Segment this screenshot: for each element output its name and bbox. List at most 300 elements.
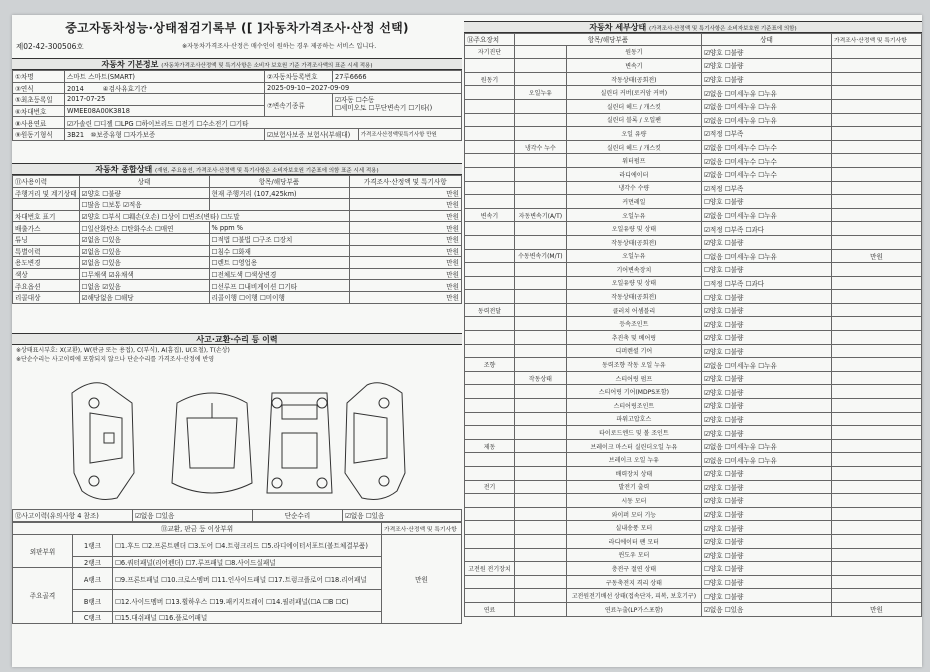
detail-sub: 수동변속기(M/T) <box>515 249 567 263</box>
detail-item: 작동상태(공회전) <box>566 235 701 249</box>
table-row <box>465 453 922 467</box>
detail-state: ☐양호 ☐불량 <box>702 562 832 576</box>
detail-state: ☐양호 ☐불량 <box>702 589 832 603</box>
detail-unit <box>832 222 922 236</box>
detail-sub <box>515 480 567 494</box>
detail-unit <box>832 303 922 317</box>
col-header: 항목/해당부품 <box>209 176 349 188</box>
doc-note: ※자동차가격조사·산정은 매수인이 원하는 경우 제공하는 서비스 입니다. <box>182 43 377 50</box>
table-row <box>465 534 922 548</box>
detail-item: 구동축전지 격리 상태 <box>566 575 701 589</box>
detail-sub <box>515 317 567 331</box>
table-row <box>465 589 922 603</box>
detail-sys <box>465 589 515 603</box>
detail-sys: 제동 <box>465 439 515 453</box>
detail-sys <box>465 548 515 562</box>
detail-state: ☑없음 ☐미세누유 ☐누유 <box>702 453 832 467</box>
table-row: B랭크 ☐12.사이드멤버 ☐13.휠하우스 ☐19.패키지트레이 ☐14.필러패널(☐A ☐B ☐C) <box>13 590 462 612</box>
detail-sys <box>465 494 515 508</box>
detail-sys: 고전원 전기장치 <box>465 562 515 576</box>
col-header: 상태 <box>702 34 832 46</box>
detail-sub <box>515 589 567 603</box>
detail-sub <box>515 575 567 589</box>
table-row: ☐많음 ☐보통 ☑적음 만원 <box>13 199 462 211</box>
car-name: 스마트 스마트(SMART) <box>65 71 265 83</box>
car-diagram <box>62 373 422 505</box>
trans-options: ☑자동 ☐수동 ☐세미오토 ☐무단변속기 ☐기타() <box>333 94 462 117</box>
detail-unit <box>832 589 922 603</box>
detail-sub <box>515 290 567 304</box>
detail-item: 충전구 절연 상태 <box>566 562 701 576</box>
status-header: 자동차 종합상태 (재원, 주요옵션, 가격조사·산정액 및 특기사항은 소비자보호원 기준표에 의함 표준 시세 적용) <box>12 163 462 175</box>
engine-warranty: 3B21 ⑩보증유형 ☐자가보증 <box>65 128 265 140</box>
detail-unit <box>832 467 922 481</box>
detail-state: ☑양호 ☐불량 <box>702 385 832 399</box>
detail-item: 실린더 헤드 / 개스킷 <box>566 140 701 154</box>
detail-state: ☑양호 ☐불량 <box>702 480 832 494</box>
table-row <box>465 507 922 521</box>
detail-state: ☑양호 ☐불량 <box>702 521 832 535</box>
car-top-left <box>172 393 252 493</box>
table-row <box>465 140 922 154</box>
detail-sub <box>515 344 567 358</box>
detail-sub <box>515 331 567 345</box>
detail-sys <box>465 249 515 263</box>
detail-unit <box>832 562 922 576</box>
table-row <box>465 181 922 195</box>
detail-unit <box>832 385 922 399</box>
detail-state: ☑양호 ☐불량 <box>702 59 832 73</box>
detail-sys <box>465 99 515 113</box>
detail-state: ☐양호 ☐불량 <box>702 195 832 209</box>
detail-item: 워터펌프 <box>566 154 701 168</box>
detail-unit <box>832 399 922 413</box>
detail-state: ☐없음 ☐미세누유 ☐누유 <box>702 249 832 263</box>
detail-sub <box>515 263 567 277</box>
table-row <box>465 127 922 141</box>
table-row <box>465 208 922 222</box>
table-row <box>465 575 922 589</box>
detail-unit <box>832 167 922 181</box>
detail-item: 와이퍼 모터 기능 <box>566 507 701 521</box>
detail-sub: 오일누유 <box>515 86 567 100</box>
detail-sys <box>465 276 515 290</box>
table-row <box>465 562 922 576</box>
detail-unit <box>832 412 922 426</box>
table-row <box>465 467 922 481</box>
detail-unit <box>832 181 922 195</box>
detail-item: 동력조향 작동 오일 누유 <box>566 358 701 372</box>
table-row: 용도변경 ☑없음 ☐있음 ☐렌트 ☐영업용 만원 <box>13 257 462 269</box>
accident-label: ⑫사고이력(유의사항 4 참조) <box>13 510 133 522</box>
detail-sub <box>515 235 567 249</box>
col-header: 가격조사·산정액 및 특기사항 <box>349 176 461 188</box>
label: ⑤최초등록일 <box>13 94 65 106</box>
detail-sys <box>465 235 515 249</box>
detail-sys: 조향 <box>465 358 515 372</box>
detail-sub <box>515 453 567 467</box>
label: ①차명 <box>13 71 65 83</box>
table-row <box>465 113 922 127</box>
year-cell: 2014 ④검사유효기간 <box>65 82 265 94</box>
detail-unit <box>832 317 922 331</box>
table-row <box>465 86 922 100</box>
detail-unit <box>832 344 922 358</box>
table-row <box>465 371 922 385</box>
detail-sub: 자동변속기(A/T) <box>515 208 567 222</box>
detail-state: ☑없음 ☐미세누수 ☐누수 <box>702 140 832 154</box>
detail-item: 원동기 <box>566 45 701 59</box>
detail-item: 실린더 헤드 / 개스킷 <box>566 99 701 113</box>
detail-state: ☑양호 ☐불량 <box>702 235 832 249</box>
detail-sys <box>465 290 515 304</box>
detail-unit <box>832 45 922 59</box>
detail-unit <box>832 439 922 453</box>
detail-state: ☑적정 ☐부족 <box>702 181 832 195</box>
detail-unit <box>832 113 922 127</box>
detail-sys: 변속기 <box>465 208 515 222</box>
detail-sub: 작동상태 <box>515 371 567 385</box>
detail-item: 오일 유량 <box>566 127 701 141</box>
detail-item: 파워고압호스 <box>566 412 701 426</box>
detail-sys <box>465 222 515 236</box>
detail-unit <box>832 154 922 168</box>
table-row: 색상 ☐무채색 ☑유채색 ☐전체도색 ☐색상변경 만원 <box>13 268 462 280</box>
table-row <box>465 154 922 168</box>
detail-sub <box>515 399 567 413</box>
table-row <box>465 276 922 290</box>
detail-sys: 원동기 <box>465 72 515 86</box>
detail-sys <box>465 371 515 385</box>
table-row <box>465 426 922 440</box>
detail-item: 스티어링 펌프 <box>566 371 701 385</box>
table-row <box>465 249 922 263</box>
detail-item: 배력장치 상태 <box>566 467 701 481</box>
detail-unit <box>832 331 922 345</box>
form-title: 중고자동차성능·상태점검기록부 ([ ]자동차가격조사·산정 선택) <box>65 21 409 35</box>
detail-sub: 냉각수 누수 <box>515 140 567 154</box>
simple-repair-options: ☑없음 ☐있음 <box>343 510 462 522</box>
table-row <box>465 602 922 616</box>
detail-state: ☑양호 ☐불량 <box>702 494 832 508</box>
table-row: 주요옵션 ☐없음 ☑있음 ☐선루프 ☐내비게이션 ☐기타 만원 <box>13 280 462 292</box>
detail-item: 디퍼렌셜 기어 <box>566 344 701 358</box>
table-row <box>465 548 922 562</box>
detail-item: 커먼레일 <box>566 195 701 209</box>
detail-sub <box>515 412 567 426</box>
exchange-header: ⑬교환, 판금 등 이상부위 <box>13 523 382 535</box>
detail-unit <box>832 371 922 385</box>
table-row: 배출가스 ☐일산화탄소 ☐탄화수소 ☐매연 % ppm % 만원 <box>13 222 462 234</box>
col-header: 가격조사·산정액 및 특기사항 <box>832 34 922 46</box>
detail-item: 작동상태(공회전) <box>566 290 701 304</box>
label: ②자동차등록번호 <box>265 71 333 83</box>
detail-sys <box>465 412 515 426</box>
detail-sub <box>515 167 567 181</box>
detail-unit <box>832 534 922 548</box>
detail-sys: 동력전달 <box>465 303 515 317</box>
table-row <box>465 45 922 59</box>
vin: WMEE08A00K3818 <box>65 105 265 117</box>
basic-info-table <box>12 70 462 141</box>
car-side-left <box>72 383 134 500</box>
warranty-insurer: ☑보험사보증 보험사(부해대) <box>265 128 359 140</box>
table-row <box>465 480 922 494</box>
detail-table <box>464 33 922 617</box>
detail-item: 연료누출(LP가스포함) <box>566 602 701 616</box>
detail-sub <box>515 602 567 616</box>
detail-unit <box>832 86 922 100</box>
detail-item: 등속조인트 <box>566 317 701 331</box>
detail-sub <box>515 45 567 59</box>
detail-sys: 자기진단 <box>465 45 515 59</box>
detail-sys <box>465 534 515 548</box>
detail-item: 변속기 <box>566 59 701 73</box>
detail-sys <box>465 575 515 589</box>
label: ⑦변속기종류 <box>265 94 333 117</box>
car-frame <box>267 393 332 493</box>
detail-state: ☑양호 ☐불량 <box>702 534 832 548</box>
detail-item: 실린더 커버(로커암 커버) <box>566 86 701 100</box>
detail-sys <box>465 426 515 440</box>
detail-sub <box>515 548 567 562</box>
detail-item: 브레이크 오일 누유 <box>566 453 701 467</box>
table-row <box>465 99 922 113</box>
detail-state: ☑없음 ☐미세누유 ☐누유 <box>702 113 832 127</box>
detail-state: ☑없음 ☐미세누유 ☐누유 <box>702 99 832 113</box>
detail-state: ☑양호 ☐불량 <box>702 412 832 426</box>
detail-sys <box>465 59 515 73</box>
detail-item: 윈도우 모터 <box>566 548 701 562</box>
table-row <box>465 399 922 413</box>
detail-item: 오일누유 <box>566 249 701 263</box>
table-row: 특별이력 ☑없음 ☐있음 ☐침수 ☐화재 만원 <box>13 245 462 257</box>
table-row <box>465 303 922 317</box>
detail-sys <box>465 195 515 209</box>
detail-sub <box>515 99 567 113</box>
table-row <box>465 439 922 453</box>
detail-item: 스티어링조인트 <box>566 399 701 413</box>
detail-unit <box>832 72 922 86</box>
detail-state: ☑양호 ☐불량 <box>702 344 832 358</box>
detail-sub <box>515 562 567 576</box>
table-row: 튜닝 ☑없음 ☐있음 ☐적법 ☐불법 ☐구조 ☐장치 만원 <box>13 233 462 245</box>
detail-state: ☐적정 ☐부족 ☐과다 <box>702 276 832 290</box>
table-row: 차대번호 표기 ☑양호 ☐부식 ☐훼손(오손) ☐상이 ☐변조(변타) ☐도말 만원 <box>13 210 462 222</box>
detail-sys <box>465 331 515 345</box>
detail-state: ☑없음 ☐미세누유 ☐누유 <box>702 86 832 100</box>
detail-sub <box>515 534 567 548</box>
accident-options: ☑없음 ☐있음 <box>133 510 253 522</box>
detail-sub <box>515 426 567 440</box>
detail-item: 냉각수 수량 <box>566 181 701 195</box>
detail-sub <box>515 154 567 168</box>
detail-sys <box>465 467 515 481</box>
exchange-table <box>12 522 462 624</box>
detail-item: 발전기 출력 <box>566 480 701 494</box>
table-row <box>465 59 922 73</box>
detail-unit <box>832 235 922 249</box>
detail-unit: 만원 <box>832 249 922 263</box>
col-header: 상태 <box>79 176 209 188</box>
detail-unit <box>832 140 922 154</box>
detail-item: 실내송풍 모터 <box>566 521 701 535</box>
detail-unit <box>832 208 922 222</box>
label: ⑥차대번호 <box>13 105 65 117</box>
detail-unit <box>832 59 922 73</box>
detail-item: 타이로드엔드 및 볼 조인트 <box>566 426 701 440</box>
table-row <box>465 412 922 426</box>
detail-sub <box>515 521 567 535</box>
detail-sub <box>515 507 567 521</box>
detail-unit <box>832 127 922 141</box>
detail-state: ☑양호 ☐불량 <box>702 399 832 413</box>
detail-sys <box>465 167 515 181</box>
detail-unit <box>832 548 922 562</box>
detail-sys: 전기 <box>465 480 515 494</box>
detail-sub <box>515 303 567 317</box>
detail-sys <box>465 399 515 413</box>
table-row <box>465 290 922 304</box>
accident-note-1: ※상태표시부호: X(교환), W(판금 또는 용접), C(부식), A(흠집), U(요철), T(손상) <box>16 347 230 354</box>
col-header: ⑭주요장치 <box>465 34 515 46</box>
table-row <box>465 263 922 277</box>
detail-sys <box>465 507 515 521</box>
detail-sys <box>465 140 515 154</box>
detail-state: ☑없음 ☐미세누수 ☐누수 <box>702 154 832 168</box>
detail-item: 작동상태(공회전) <box>566 72 701 86</box>
inspection-record-form <box>12 15 922 667</box>
detail-state: ☑없음 ☐미세누수 ☐누수 <box>702 167 832 181</box>
table-row <box>465 195 922 209</box>
table-row <box>465 317 922 331</box>
detail-item: 추진축 및 베어링 <box>566 331 701 345</box>
accident-note-2: ※단순수리는 사고이력에 포함되지 않으나 단순수리를 가격조사·산정에 반영 <box>16 356 215 363</box>
table-row <box>465 521 922 535</box>
detail-sub <box>515 181 567 195</box>
detail-unit <box>832 507 922 521</box>
price-cell: 가격조사산정액및특기사항 만원 <box>358 128 461 140</box>
detail-state: ☑없음 ☐미세누유 ☐누유 <box>702 208 832 222</box>
exchange-price-header: 가격조사·산정액 및 특기사항 <box>382 523 462 535</box>
detail-sys: 연료 <box>465 602 515 616</box>
doc-number: 제02-42-300506호 <box>16 42 84 51</box>
table-row <box>465 167 922 181</box>
detail-unit: 만원 <box>832 602 922 616</box>
table-row: 주요골격 A랭크 ☐9.프론트패널 ☐10.크로스멤버 ☐11.인사이드패널 ☐17.트렁크플로어 ☐18.리어패널 <box>13 568 462 590</box>
detail-item: 시동 모터 <box>566 494 701 508</box>
basic-info-header: 자동차 기본정보 (자동차가격조사산정액 및 특기사항은 소비자 보호원 기준 가격조사액의 표준 시세 적용) <box>12 58 462 70</box>
detail-unit <box>832 195 922 209</box>
label: ⑧사용연료 <box>13 117 65 129</box>
detail-unit <box>832 358 922 372</box>
detail-state: ☑없음 ☐있음 <box>702 602 832 616</box>
detail-unit <box>832 290 922 304</box>
reg-number: 27루6666 <box>333 71 462 83</box>
table-row <box>465 385 922 399</box>
col-header: ⑪사용이력 <box>13 176 80 188</box>
table-row: 2랭크 ☐6.쿼터패널(리어펜더) ☐7.루프패널 ☐8.사이드실패널 <box>13 556 462 568</box>
detail-item: 브레이크 마스터 실린더오일 누유 <box>566 439 701 453</box>
table-row <box>465 358 922 372</box>
detail-sub <box>515 276 567 290</box>
status-table <box>12 175 462 304</box>
detail-sys <box>465 344 515 358</box>
detail-state: ☑없음 ☐미세누유 ☐누유 <box>702 439 832 453</box>
detail-state: ☑양호 ☐불량 <box>702 317 832 331</box>
detail-sys <box>465 113 515 127</box>
col-header: 항목/해당부품 <box>515 34 702 46</box>
table-row: 주행거리 및 계기상태 ☑양호 ☐불량 현재 주행거리 (107,425km) 만원 <box>13 187 462 199</box>
accident-table <box>12 509 462 522</box>
detail-sub <box>515 358 567 372</box>
detail-state: ☑적정 ☐부족 ☐과다 <box>702 222 832 236</box>
detail-sys <box>465 127 515 141</box>
detail-sys <box>465 86 515 100</box>
detail-sub <box>515 385 567 399</box>
detail-state: ☑양호 ☐불량 <box>702 507 832 521</box>
detail-unit <box>832 494 922 508</box>
detail-unit <box>832 480 922 494</box>
detail-sub <box>515 195 567 209</box>
detail-sys <box>465 385 515 399</box>
detail-sub <box>515 222 567 236</box>
detail-unit <box>832 276 922 290</box>
detail-state: ☑적정 ☐부족 <box>702 127 832 141</box>
table-row: 외판부위 1랭크 ☐1.후드 ☐2.프론트펜더 ☐3.도어 ☐4.트렁크리드 ☐5.라디에이터서포트(볼트체결부품) 만원 <box>13 534 462 556</box>
detail-sys <box>465 154 515 168</box>
detail-state: ☑양호 ☐불량 <box>702 45 832 59</box>
table-row <box>465 494 922 508</box>
detail-sub <box>515 439 567 453</box>
table-row <box>465 235 922 249</box>
table-row: 리콜대상 ☑해당없음 ☐해당 리콜이행 ☐이행 ☐미이행 만원 <box>13 291 462 303</box>
detail-sub <box>515 113 567 127</box>
table-row <box>465 222 922 236</box>
detail-sub <box>515 127 567 141</box>
detail-sys <box>465 521 515 535</box>
detail-unit <box>832 575 922 589</box>
detail-state: ☑양호 ☐불량 <box>702 331 832 345</box>
detail-state: ☑양호 ☐불량 <box>702 467 832 481</box>
car-side-right <box>345 383 405 500</box>
table-row <box>465 72 922 86</box>
detail-item: 라디에이터 <box>566 167 701 181</box>
first-reg-date: 2017-07-25 <box>65 94 265 106</box>
detail-sub <box>515 72 567 86</box>
table-row <box>465 344 922 358</box>
label: ③연식 <box>13 82 65 94</box>
detail-sub <box>515 494 567 508</box>
detail-item: 실린더 블록 / 오일팬 <box>566 113 701 127</box>
detail-state: ☑양호 ☐불량 <box>702 548 832 562</box>
detail-sub <box>515 59 567 73</box>
detail-state: ☑양호 ☐불량 <box>702 426 832 440</box>
detail-state: ☑없음 ☐미세누유 ☐누유 <box>702 358 832 372</box>
detail-item: 클러치 어셈블리 <box>566 303 701 317</box>
detail-item: 스티어링 기어(MDPS포함) <box>566 385 701 399</box>
detail-item: 기어변속장치 <box>566 263 701 277</box>
detail-state: ☐양호 ☐불량 <box>702 263 832 277</box>
label: ⑨원동기형식 <box>13 128 65 140</box>
accident-header: 사고·교환·수리 등 이력 <box>12 333 462 345</box>
detail-item: 오일누유 <box>566 208 701 222</box>
detail-unit <box>832 521 922 535</box>
detail-unit <box>832 99 922 113</box>
detail-item: 라디에이터 팬 모터 <box>566 534 701 548</box>
detail-state: ☐양호 ☐불량 <box>702 290 832 304</box>
table-row <box>465 331 922 345</box>
